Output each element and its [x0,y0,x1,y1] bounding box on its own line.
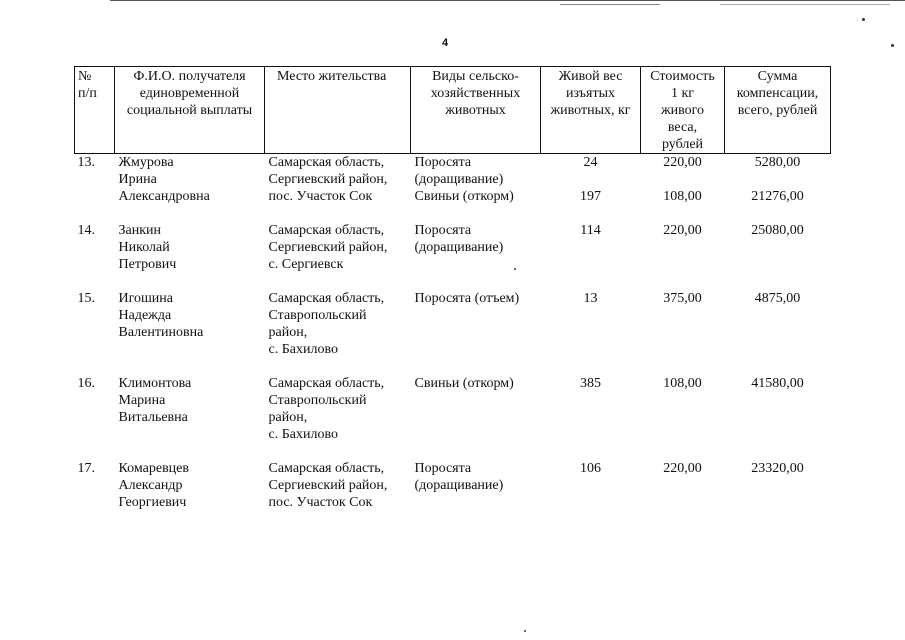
cost-per-kg-line [644,171,722,188]
header-compensation-sum [725,67,831,154]
animal-type-cell [411,290,541,375]
animal-type-line: Свиньи (откорм) [414,189,514,204]
header-text-line: Виды сельско- [432,69,519,84]
page-number: 4 [442,37,449,49]
animal-type-line: (доращивание) [414,172,504,187]
table-body [75,154,831,529]
residence-cell [265,460,411,528]
header-text-line: п/п [78,86,97,101]
animal-type-cell [411,222,541,290]
live-weight-cell [541,290,641,375]
recipient-name-cell [115,375,265,460]
header-text-line: изъятых [566,86,615,101]
cost-per-kg-line: 108,00 [663,376,702,391]
residence-line: район, [268,410,308,425]
live-weight-line [544,171,638,188]
compensation-sum-line [728,171,828,188]
recipient-name-line: Надежда [118,308,172,323]
animal-type-line: (доращивание) [414,478,504,493]
table-row [75,375,831,460]
cost-per-kg-line: 108,00 [663,189,702,204]
cost-per-kg-cell [641,290,725,375]
header-row [75,67,831,154]
recipient-name-line: Климонтова [118,376,192,391]
live-weight-line: 106 [580,461,601,476]
residence-line: Самарская область, [268,461,385,476]
live-weight-cell [541,222,641,290]
header-text-line: Место жительства [277,69,387,84]
recipient-name-line: Игошина [118,291,173,306]
animal-type-line: Поросята (отъем) [414,291,520,306]
table-row [75,290,831,375]
header-text-line: социальной выплаты [126,103,253,118]
residence-line: с. Сергиевск [268,257,344,272]
residence-line: район, [268,325,308,340]
header-residence [265,67,411,154]
recipient-name-line: Марина [118,393,166,408]
residence-cell [265,222,411,290]
residence-line: Ставропольский [268,308,367,323]
header-text-line: веса, [667,120,698,135]
row-number-cell: 16. [77,376,95,391]
residence-line: Сергиевский район, [268,478,388,493]
compensation-table [74,66,831,528]
compensation-sum-cell [725,222,831,290]
live-weight-line: 13 [583,291,598,306]
residence-line: Сергиевский район, [268,172,388,187]
cost-per-kg-cell [641,154,725,223]
live-weight-line: 114 [580,223,601,238]
residence-cell [265,290,411,375]
recipient-name-line: Занкин [118,223,162,238]
table-row [75,154,831,223]
recipient-name-line: Александровна [118,189,210,204]
compensation-sum-line: 5280,00 [754,155,801,170]
header-text-line: Ф.И.О. получателя [133,69,246,84]
live-weight-line: 385 [580,376,601,391]
cost-per-kg-cell [641,222,725,290]
recipient-name-cell [115,290,265,375]
header-text-line: Стоимость [650,69,715,84]
residence-line: Самарская область, [268,155,385,170]
animal-type-line: Поросята [414,223,472,238]
scan-speck [891,44,894,47]
recipient-name-cell [115,222,265,290]
header-text-line: рублей [661,137,704,152]
animal-type-line: Свиньи (откорм) [414,376,514,391]
header-text-line: всего, рублей [737,103,818,118]
compensation-sum-cell [725,290,831,375]
header-recipient-name [115,67,265,154]
compensation-sum-cell [725,460,831,528]
compensation-sum-line: 41580,00 [751,376,804,391]
cost-per-kg-line: 220,00 [663,461,702,476]
compensation-sum-line: 25080,00 [751,223,804,238]
animal-type-line: (доращивание) [414,240,504,255]
live-weight-line: 24 [583,155,598,170]
recipient-name-line: Петрович [118,257,177,272]
header-live-weight [541,67,641,154]
residence-cell [265,154,411,223]
recipient-name-line: Витальевна [118,410,188,425]
recipient-name-line: Валентиновна [118,325,204,340]
scan-speck [862,18,865,21]
recipient-name-line: Комаревцев [118,461,189,476]
header-text-line: хозяйственных [430,86,521,101]
header-text-line: животных [445,103,506,118]
cost-per-kg-line: 375,00 [663,291,702,306]
header-text-line: компенсации, [736,86,819,101]
animal-type-cell [411,154,541,223]
residence-line: Ставропольский [268,393,367,408]
compensation-sum-line: 21276,00 [751,189,804,204]
header-text-line: животных, кг [550,103,631,118]
residence-line: с. Бахилово [268,427,338,442]
residence-cell [265,375,411,460]
table-row [75,222,831,290]
residence-line: пос. Участок Сок [268,495,373,510]
recipient-name-cell [115,154,265,223]
compensation-sum-line: 4875,00 [754,291,801,306]
cost-per-kg-cell [641,375,725,460]
residence-line: Самарская область, [268,291,385,306]
live-weight-cell [541,154,641,223]
header-text-line: 1 кг [670,86,695,101]
scan-edge-dash [560,4,660,5]
residence-line: Сергиевский район, [268,240,388,255]
animal-type-cell [411,375,541,460]
residence-line: Самарская область, [268,376,385,391]
animal-type-cell [411,460,541,528]
row-number-cell: 13. [77,155,95,170]
cost-per-kg-line: 220,00 [663,223,702,238]
header-animal-type [411,67,541,154]
header-text-line: единовременной [139,86,240,101]
row-number-cell: 15. [77,291,95,306]
animal-type-line: Поросята [414,461,472,476]
table-header [75,67,831,154]
row-number-cell: 14. [77,223,95,238]
header-text-line: Живой вес [558,69,623,84]
compensation-sum-line: 23320,00 [751,461,804,476]
scan-edge-line [110,0,905,1]
residence-line: пос. Участок Сок [268,189,373,204]
residence-line: Самарская область, [268,223,385,238]
residence-line: с. Бахилово [268,342,338,357]
header-cost-per-kg [641,67,725,154]
recipient-name-line: Александр [118,478,183,493]
compensation-sum-cell [725,375,831,460]
scan-edge-dash [720,4,890,5]
recipient-name-line: Ирина [118,172,157,187]
compensation-sum-cell [725,154,831,223]
cost-per-kg-line: 220,00 [663,155,702,170]
header-number [75,67,115,154]
animal-type-line: Поросята [414,155,472,170]
recipient-name-line: Жмурова [118,155,174,170]
cost-per-kg-cell [641,460,725,528]
header-text-line: Сумма [757,69,798,84]
live-weight-line: 197 [580,189,601,204]
live-weight-cell [541,375,641,460]
recipient-name-line: Георгиевич [118,495,187,510]
recipient-name-line: Николай [118,240,170,255]
row-number-cell: 17. [77,461,95,476]
header-text-line: № [78,69,92,84]
table-row [75,460,831,528]
live-weight-cell [541,460,641,528]
scan-speck [524,630,526,632]
header-text-line: живого [660,103,705,118]
recipient-name-cell [115,460,265,528]
